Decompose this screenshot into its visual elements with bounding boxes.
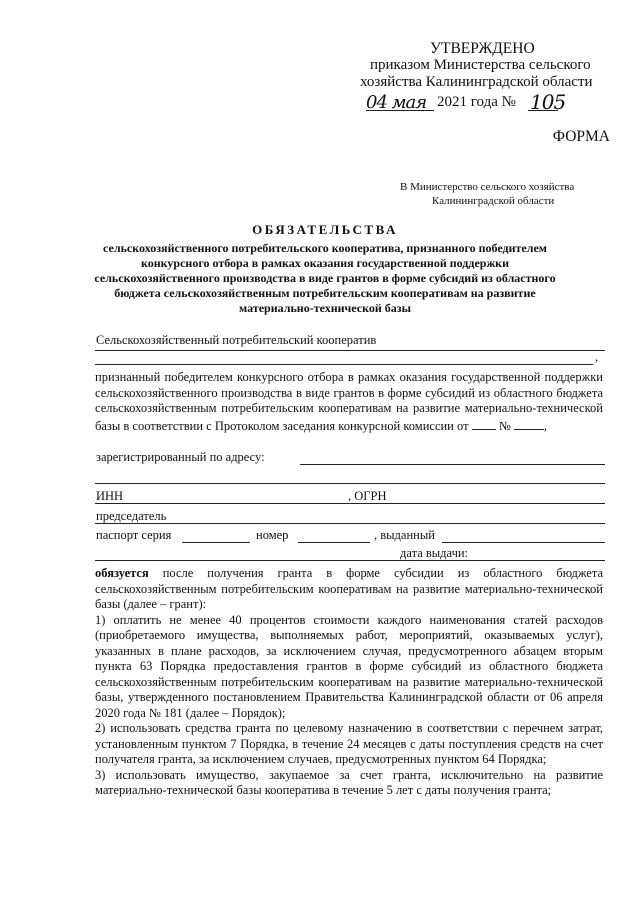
obligation-item-1: 1) оплатить не менее 40 процентов стоимости каждого наименования статей расходов (приобретаемого имущества, выполняемых работ, мероприятий, оказываемых услуг), указанных в плане расходов, за исключением случая, предусмотренного абзацем вторым пункта 63 Порядка предоставления грантов в форме субсидий из областного бюджета сельскохозяйственным потребительским кооперативам на развитие материально-технической базы, утвержденного постановлением Правительства Калининградской области от 06 апреля 2020 года № 181 (далее – Порядок);	[95, 612, 603, 720]
issued-line	[442, 542, 605, 543]
passport-number-line	[298, 542, 370, 543]
addressee-block	[400, 180, 615, 208]
form-label: ФОРМА	[552, 128, 610, 145]
chairman-label: председатель	[96, 509, 167, 523]
cooperative-line	[95, 350, 605, 351]
inn-ogrn-line	[95, 503, 605, 504]
address-line-2	[95, 483, 605, 484]
chairman-line	[95, 523, 605, 524]
date-underline	[366, 110, 434, 111]
approval-line-2: хозяйства Калининградской области	[360, 74, 593, 90]
issued-line-2	[95, 560, 605, 561]
address-line	[300, 464, 605, 465]
obligation-item-3: 3) использовать имущество, закупаемое за счет гранта, исключительно на развитие материально-технической базы кооператива в течение 5 лет с даты получения гранта;	[95, 767, 603, 797]
handwritten-number: 105	[530, 90, 566, 114]
protocol-number-blank	[514, 417, 544, 430]
obligations-lead-text: после получения гранта в форме субсидии из областного бюджета сельскохозяйственным потребительским кооперативам на развитие материально-технической базы (далее – грант):	[95, 566, 604, 611]
obligation-item-2: 2) использовать средства гранта по целевому назначению в соответствии с перечнем затрат, установленным пунктом 7 Порядка, в течение 24 месяцев с даты поступления средств на счет получателя гранта, за исключением случаев, предусмотренных пунктом 64 Порядка;	[95, 721, 603, 766]
obligations-lead	[95, 566, 603, 613]
cooperative-label: Сельскохозяйственный потребительский кооператив	[96, 333, 377, 347]
passport-number-label: номер	[256, 528, 289, 542]
winner-text: признанный победителем конкурсного отбора в рамках оказания государственной поддержки сельскохозяйственного производства в виде грантов в форме субсидий из областного бюджета сельскохозяйственным потребительским кооперативам на развитие материально-технической базы в соответствии с Протоколом заседания конкурсной комиссии	[95, 370, 603, 433]
inn-label: ИНН	[96, 489, 124, 503]
passport-series-label: паспорт серия	[96, 528, 172, 542]
approval-line-1: приказом Министерства сельского	[370, 57, 591, 73]
comma: ,	[595, 350, 599, 364]
registered-label: зарегистрированный по адресу:	[96, 450, 265, 464]
passport-series-line	[182, 542, 250, 543]
issued-label: , выданный	[374, 528, 435, 542]
ogrn-label: , ОГРН	[348, 489, 387, 503]
winner-paragraph: признанный победителем конкурсного отбора в рамках оказания государственной поддержки сельскохозяйственного производства в виде грантов в форме субсидий из областного бюджета сельскохозяйственным потребительским кооперативам на развитие материально-технической базы в соответствии с Протоколом заседания конкурсной комиссии от № ,	[95, 370, 603, 433]
document-heading	[80, 222, 570, 316]
approval-block	[360, 40, 610, 91]
num-label: №	[498, 418, 511, 433]
addressee-line-2: Калининградской области	[432, 195, 555, 207]
obligates-word: обязуется	[95, 566, 149, 580]
approval-title: УТВЕРЖДЕНО	[430, 40, 535, 57]
approval-year-text: 2021 года №	[437, 94, 516, 110]
heading-subtitle: сельскохозяйственного потребительского кооператива, признанного победителем конкурсного отбора в рамках оказания государственной поддержки сельскохозяйственного производства в виде грантов в форме субсидий из областного бюджета сельскохозяйственным потребительским кооперативам на развитие материально-технической базы	[94, 241, 556, 315]
obligations-block	[95, 566, 603, 799]
issue-date-label: дата выдачи:	[400, 546, 469, 560]
heading-title: ОБЯЗАТЕЛЬСТВА	[252, 222, 398, 237]
cooperative-line-2	[95, 364, 593, 365]
protocol-date-blank	[472, 417, 496, 430]
number-underline	[528, 110, 558, 111]
handwritten-date: 04 мая	[366, 92, 427, 113]
addressee-line-1: В Министерство сельского хозяйства	[400, 181, 575, 193]
ot-label: от	[457, 418, 469, 433]
